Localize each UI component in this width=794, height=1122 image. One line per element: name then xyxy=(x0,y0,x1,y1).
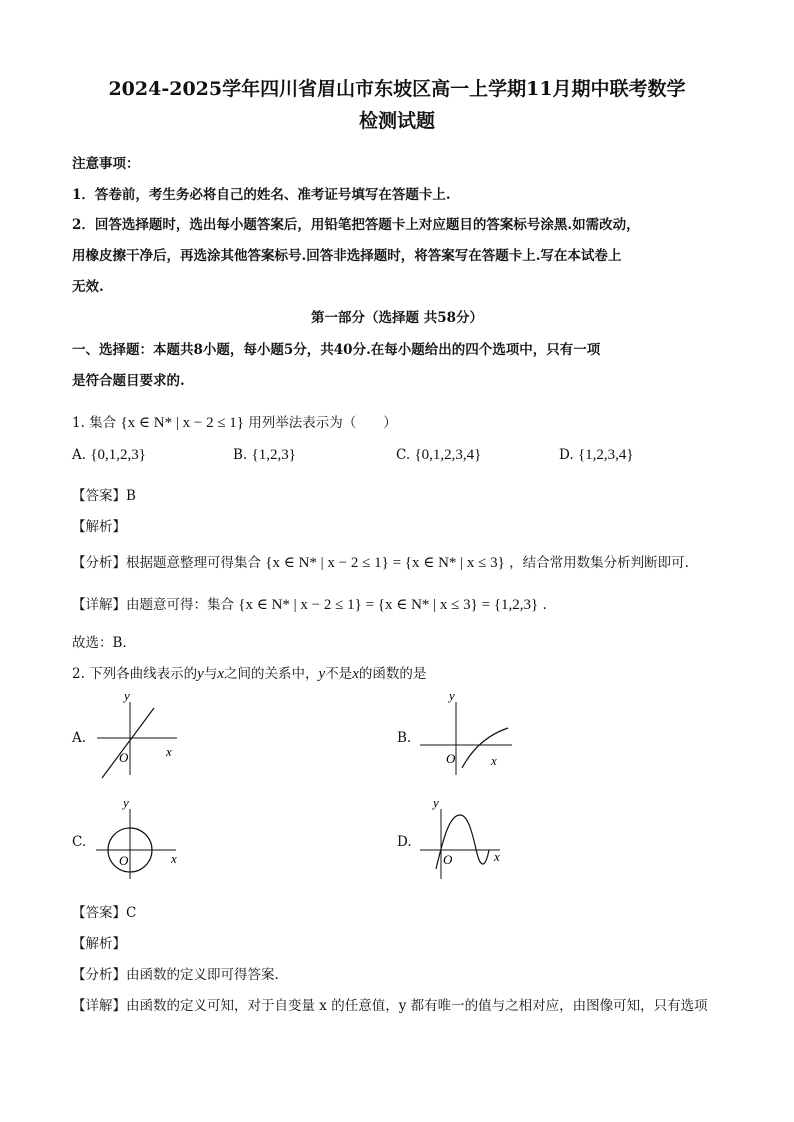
notice-item-2-line3: 无效. xyxy=(72,279,104,295)
notice-item-2-line1: 2．回答选择题时，选出每小题答案后，用铅笔把答题卡上对应题目的答案标号涂黑.如需改动， xyxy=(72,217,640,233)
option-label: B. xyxy=(233,447,248,463)
y-axis-label: y xyxy=(449,690,455,703)
question-1-option-b xyxy=(233,447,296,464)
stem-part: 的函数的是 xyxy=(358,666,427,682)
graph-a-straight-line xyxy=(92,690,192,780)
question-2-fenxi: 【分析】由函数的定义即可得答案. xyxy=(72,967,279,983)
xiangjie-suffix: . xyxy=(542,597,547,613)
stem-part: 2. 下列各曲线表示的 xyxy=(72,666,198,682)
x-axis-label: x xyxy=(491,753,497,768)
x-axis-label: x xyxy=(166,744,172,759)
question-2-option-a-label: A. xyxy=(72,730,87,746)
section-instructions-line1: 一、选择题：本题共8小题，每小题5分，共40分.在每小题给出的四个选项中，只有一项 xyxy=(72,342,601,358)
graph-c-circle xyxy=(92,795,192,885)
stem-part: 不是 xyxy=(325,666,353,682)
page-title-line2: 检测试题 xyxy=(358,110,435,132)
question-1-prefix: 1. 集合 xyxy=(72,415,117,431)
question-2-option-c-label: C. xyxy=(72,834,87,850)
graph-d-wave-curve xyxy=(416,795,516,885)
origin-label: O xyxy=(446,751,456,766)
question-1-option-d xyxy=(559,447,634,464)
origin-label: O xyxy=(443,852,453,867)
option-label: C. xyxy=(396,447,411,463)
y-axis-label: y xyxy=(433,795,439,810)
section-instructions-line2: 是符合题目要求的. xyxy=(72,373,185,389)
origin-label: O xyxy=(119,750,129,765)
option-label: A. xyxy=(72,447,87,463)
question-2-option-d-label: D. xyxy=(397,834,412,850)
curve xyxy=(462,728,508,768)
option-text: {0,1,2,3} xyxy=(90,447,146,463)
question-2-xiangjie: 【详解】由函数的定义可知，对于自变量 x 的任意值，y 都有唯一的值与之相对应，由图像可知，只有选项 xyxy=(72,998,708,1014)
variable-x: x xyxy=(352,666,359,682)
notice-item-2-line2: 用橡皮擦干净后，再选涂其他答案标号.回答非选择题时，将答案写在答题卡上.写在本试卷上 xyxy=(72,248,622,264)
stem-part: 之间的关系中， xyxy=(224,666,319,682)
xiangjie-prefix: 【详解】由题意可得：集合 xyxy=(72,597,234,613)
notice-heading: 注意事项： xyxy=(72,156,140,172)
variable-x: x xyxy=(217,666,225,682)
option-text: {1,2,3,4} xyxy=(577,447,634,463)
y-axis-label: y xyxy=(124,690,130,703)
y-axis-label: y xyxy=(123,795,129,810)
graph-b-increasing-curve xyxy=(416,690,516,780)
origin-label: O xyxy=(119,853,129,868)
fenxi-math: {x ∈ N* | x − 2 ≤ 1} = {x ∈ N* | x ≤ 3} xyxy=(265,555,505,571)
page-title-line1: 2024-2025学年四川省眉山市东坡区高一上学期11月期中联考数学 xyxy=(108,78,686,100)
option-label: D. xyxy=(559,447,574,463)
question-1-stem xyxy=(72,411,397,432)
option-text: {0,1,2,3,4} xyxy=(414,447,482,463)
question-1-option-c xyxy=(396,447,481,464)
question-1-analysis-label: 【解析】 xyxy=(72,519,126,535)
fenxi-suffix: ，结合常用数集分析判断即可. xyxy=(509,555,689,571)
question-1-set-expression: {x ∈ N* | x − 2 ≤ 1} xyxy=(120,415,244,431)
question-1-suffix: 用列举法表示为（ ） xyxy=(248,415,397,431)
curve xyxy=(102,708,154,778)
variable-y: y xyxy=(197,666,204,682)
question-2-answer: 【答案】C xyxy=(72,905,137,921)
question-2-stem xyxy=(72,662,426,683)
stem-part: 与 xyxy=(203,666,218,682)
notice-item-1: 1．答卷前，考生务必将自己的姓名、准考证号填写在答题卡上. xyxy=(72,187,451,203)
question-1-conclusion: 故选：B. xyxy=(72,635,127,651)
question-2-analysis-label: 【解析】 xyxy=(72,936,126,952)
fenxi-prefix: 【分析】根据题意整理可得集合 xyxy=(72,555,261,571)
part-heading: 第一部分（选择题 共58分） xyxy=(311,310,483,326)
x-axis-label: x xyxy=(171,851,177,866)
variable-y: y xyxy=(318,666,326,682)
question-1-xiangjie xyxy=(72,593,547,614)
xiangjie-math: {x ∈ N* | x − 2 ≤ 1} = {x ∈ N* | x ≤ 3} = {1,2,3} xyxy=(238,597,539,613)
question-1-option-a xyxy=(72,447,146,464)
question-2-option-b-label: B. xyxy=(397,730,412,746)
question-1-answer: 【答案】B xyxy=(72,488,136,504)
option-text: {1,2,3} xyxy=(251,447,296,463)
question-1-fenxi xyxy=(72,551,689,572)
x-axis-label: x xyxy=(494,849,500,864)
